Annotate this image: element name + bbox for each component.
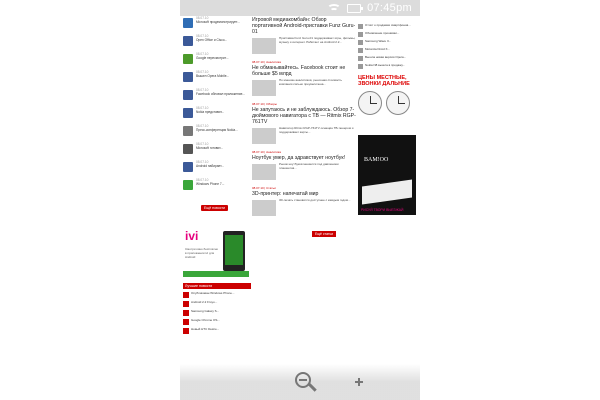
- right-news-title[interactable]: Nokia N8 вышла в продажу...: [365, 63, 406, 67]
- article-summary: Рынок ноутбуков меняется под давлением планшетов...: [279, 162, 339, 170]
- right-news-item[interactable]: [358, 40, 418, 45]
- other-news-title[interactable]: Samsung Galaxy S...: [191, 309, 220, 313]
- news-thumbnail-icon: [183, 90, 193, 100]
- news-title[interactable]: Пресс-конференция Nokia...: [196, 128, 238, 132]
- other-news-title[interactable]: Опубликован Windows Phone...: [191, 291, 235, 295]
- news-title[interactable]: Nokia представит...: [196, 110, 225, 114]
- article-body-row: [252, 37, 356, 54]
- news-date: 08.07.10: [196, 52, 209, 56]
- other-news-title[interactable]: Новый HTC Desire...: [191, 327, 220, 331]
- news-title[interactable]: Android набирает...: [196, 164, 224, 168]
- news-thumbnail-icon: [183, 108, 193, 118]
- news-thumbnail-icon: [183, 72, 193, 82]
- bamboo-ad-banner[interactable]: [358, 135, 416, 215]
- article-summary: 3D-печать становится доступнее с каждым годом...: [279, 198, 351, 202]
- left-news-item[interactable]: [183, 160, 251, 172]
- right-news-title[interactable]: Отчёт о продажах смартфонов...: [365, 23, 411, 27]
- article-body-row: [252, 199, 356, 216]
- clock-icon: [358, 91, 382, 115]
- bullet-icon: [183, 328, 189, 334]
- status-bar: [180, 0, 420, 16]
- news-icon: [358, 48, 363, 53]
- ivi-logo: ivi: [185, 229, 199, 243]
- tele2-ad-title: ЦЕНЫ МЕСТНЫЕ, ЗВОНКИ ДАЛЬНИЕ: [358, 75, 410, 87]
- news-thumbnail-icon: [183, 144, 193, 154]
- bamboo-tagline: РИСУЙ ТВОРИ ВЫЕЗЖАЙ: [361, 208, 404, 212]
- clocks-illustration: [358, 91, 416, 115]
- article-title[interactable]: Не запутаюсь и не заблуждаюсь. Обзор 7-дюймового навигатора с ТВ — Ritmix RGP-761TV: [252, 107, 356, 125]
- article: [252, 60, 356, 96]
- news-date: 08.07.10: [196, 70, 209, 74]
- right-news-item[interactable]: [358, 32, 418, 37]
- news-text: [196, 70, 229, 82]
- other-news-item[interactable]: [183, 301, 251, 307]
- right-news-item[interactable]: [358, 48, 418, 53]
- news-thumbnail-icon: [183, 162, 193, 172]
- right-news-title[interactable]: Вышла новая версия Opera...: [365, 55, 407, 59]
- ivi-ad-banner[interactable]: [183, 227, 249, 277]
- right-news-title[interactable]: Samsung Wave II...: [365, 39, 392, 43]
- article-meta: 08.07.10 | Аналитика: [252, 150, 281, 154]
- right-news-title[interactable]: Обновление прошивки...: [365, 31, 400, 35]
- right-news-title[interactable]: Motorola Droid X...: [365, 47, 391, 51]
- news-thumbnail-icon: [183, 126, 193, 136]
- news-icon: [358, 40, 363, 45]
- news-thumbnail-icon: [183, 180, 193, 190]
- article-summary: Навигатор Ritmix RGP-761TV оснащён ТВ-тюнером и поддерживает карты...: [279, 126, 354, 134]
- clock-time: 07:45pm: [367, 2, 412, 14]
- other-news-item[interactable]: [183, 292, 251, 298]
- left-news-item[interactable]: [183, 106, 251, 118]
- news-date: 08.07.10: [196, 178, 209, 182]
- left-news-item[interactable]: [183, 34, 251, 46]
- news-text: [196, 160, 224, 172]
- news-date: 08.07.10: [196, 88, 209, 92]
- news-text: [196, 16, 240, 28]
- news-date: 08.07.10: [196, 160, 209, 164]
- article-meta: 08.07.10 | Аналитика: [252, 60, 281, 64]
- right-news-item[interactable]: [358, 24, 418, 29]
- left-column: [183, 16, 251, 334]
- left-news-item[interactable]: [183, 142, 251, 154]
- article-meta: 08.07.10 | Статьи: [252, 186, 276, 190]
- right-column: [358, 16, 418, 215]
- article: [252, 150, 356, 180]
- phone-viewport: [180, 0, 420, 400]
- left-news-item[interactable]: [183, 88, 251, 100]
- article-body-row: [252, 79, 356, 96]
- news-thumbnail-icon: [183, 18, 193, 28]
- ivi-ad-strip: [183, 271, 249, 277]
- article: [252, 102, 356, 144]
- web-page[interactable]: [180, 16, 420, 400]
- more-articles-button[interactable]: Ещё статьи: [312, 231, 336, 237]
- bullet-icon: [183, 319, 189, 325]
- article-summary: Приставка Funz Guru-01 поддерживает игры, фильмы, музыку и интернет. Работает на Android 2.2...: [279, 36, 356, 44]
- news-thumbnail-icon: [183, 36, 193, 46]
- news-date: 08.07.10: [196, 16, 209, 20]
- left-news-item[interactable]: [183, 124, 251, 136]
- news-icon: [358, 56, 363, 61]
- article-title[interactable]: Не обманывайтесь. Facebook стоит не больше $5 млрд: [252, 65, 346, 77]
- left-news-item[interactable]: [183, 52, 251, 64]
- zoom-controls: [180, 364, 420, 400]
- news-title[interactable]: Windows Phone 7...: [196, 182, 225, 186]
- right-news-item[interactable]: [358, 56, 418, 61]
- other-news-title[interactable]: Google Chrome OS...: [191, 318, 220, 322]
- article-meta: 08.07.10 | Обзоры: [252, 102, 277, 106]
- bullet-icon: [183, 292, 189, 298]
- article-title[interactable]: Игровой медиакомбайн: Обзор портативной Android-приставки Funz Guru-01: [252, 17, 356, 35]
- news-icon: [358, 64, 363, 69]
- news-title[interactable]: Open Office и Cisco...: [196, 38, 228, 42]
- news-title[interactable]: Microsoft готовит...: [196, 146, 224, 150]
- news-text: [196, 124, 238, 136]
- news-text: [196, 106, 224, 118]
- article-title[interactable]: Ноутбук умер, да здравствует ноутбук!: [252, 155, 346, 161]
- news-title[interactable]: Google пересмотрит...: [196, 56, 229, 60]
- main-column: [252, 16, 356, 240]
- article: [252, 17, 356, 54]
- news-title[interactable]: Вышел Opera Mobile...: [196, 74, 230, 78]
- news-date: 08.07.10: [196, 106, 209, 110]
- article-body-row: [252, 163, 356, 180]
- news-text: [196, 52, 228, 64]
- news-text: [196, 34, 227, 46]
- left-news-item[interactable]: [183, 178, 251, 190]
- bullet-icon: [183, 301, 189, 307]
- article: [252, 186, 356, 216]
- tablet-image: [362, 179, 412, 204]
- article-image[interactable]: [252, 200, 276, 216]
- other-news-item[interactable]: [183, 328, 251, 334]
- article-image[interactable]: [252, 38, 276, 54]
- left-news-item[interactable]: [183, 70, 251, 82]
- left-news-item[interactable]: [183, 16, 251, 28]
- news-icon: [358, 32, 363, 37]
- clock-icon: [386, 91, 410, 115]
- zoom-in-button[interactable]: [346, 369, 372, 395]
- news-text: [196, 142, 223, 154]
- wifi-icon: [327, 3, 341, 13]
- article-image[interactable]: [252, 128, 276, 144]
- other-news-item[interactable]: [183, 310, 251, 316]
- article-summary: По мнению аналитиков, рыночная стоимость компании сильно преувеличена...: [279, 78, 342, 86]
- other-news-item[interactable]: [183, 319, 251, 325]
- news-text: [196, 88, 245, 100]
- news-title[interactable]: Microsoft продемонстрирует...: [196, 20, 240, 24]
- news-date: 08.07.10: [196, 34, 209, 38]
- bullet-icon: [183, 310, 189, 316]
- bamboo-logo: BAM!OO: [364, 157, 389, 163]
- more-news-button[interactable]: Ещё новости: [201, 205, 228, 211]
- article-image[interactable]: [252, 80, 276, 96]
- news-text: [196, 178, 224, 190]
- article-title[interactable]: 3D-принтер: напечатай мир: [252, 191, 319, 197]
- other-news-header: Лучшие новости: [183, 283, 251, 289]
- news-date: 08.07.10: [196, 124, 209, 128]
- zoom-out-button[interactable]: [292, 369, 318, 395]
- right-news-item[interactable]: [358, 64, 418, 69]
- other-news-list: [183, 292, 251, 334]
- battery-icon: [347, 4, 361, 13]
- news-date: 08.07.10: [196, 142, 209, 146]
- other-news-title[interactable]: Android 2.2 Froyo...: [191, 300, 218, 304]
- article-image[interactable]: [252, 164, 276, 180]
- tele2-ad-banner[interactable]: [358, 75, 416, 121]
- article-body-row: [252, 127, 356, 144]
- news-icon: [358, 24, 363, 29]
- news-thumbnail-icon: [183, 54, 193, 64]
- ivi-ad-text: Смотри кино бесплатно в приложении ivi для Android: [185, 247, 219, 259]
- phone-image: [223, 231, 245, 271]
- news-title[interactable]: Facebook обновил приложение...: [196, 92, 246, 96]
